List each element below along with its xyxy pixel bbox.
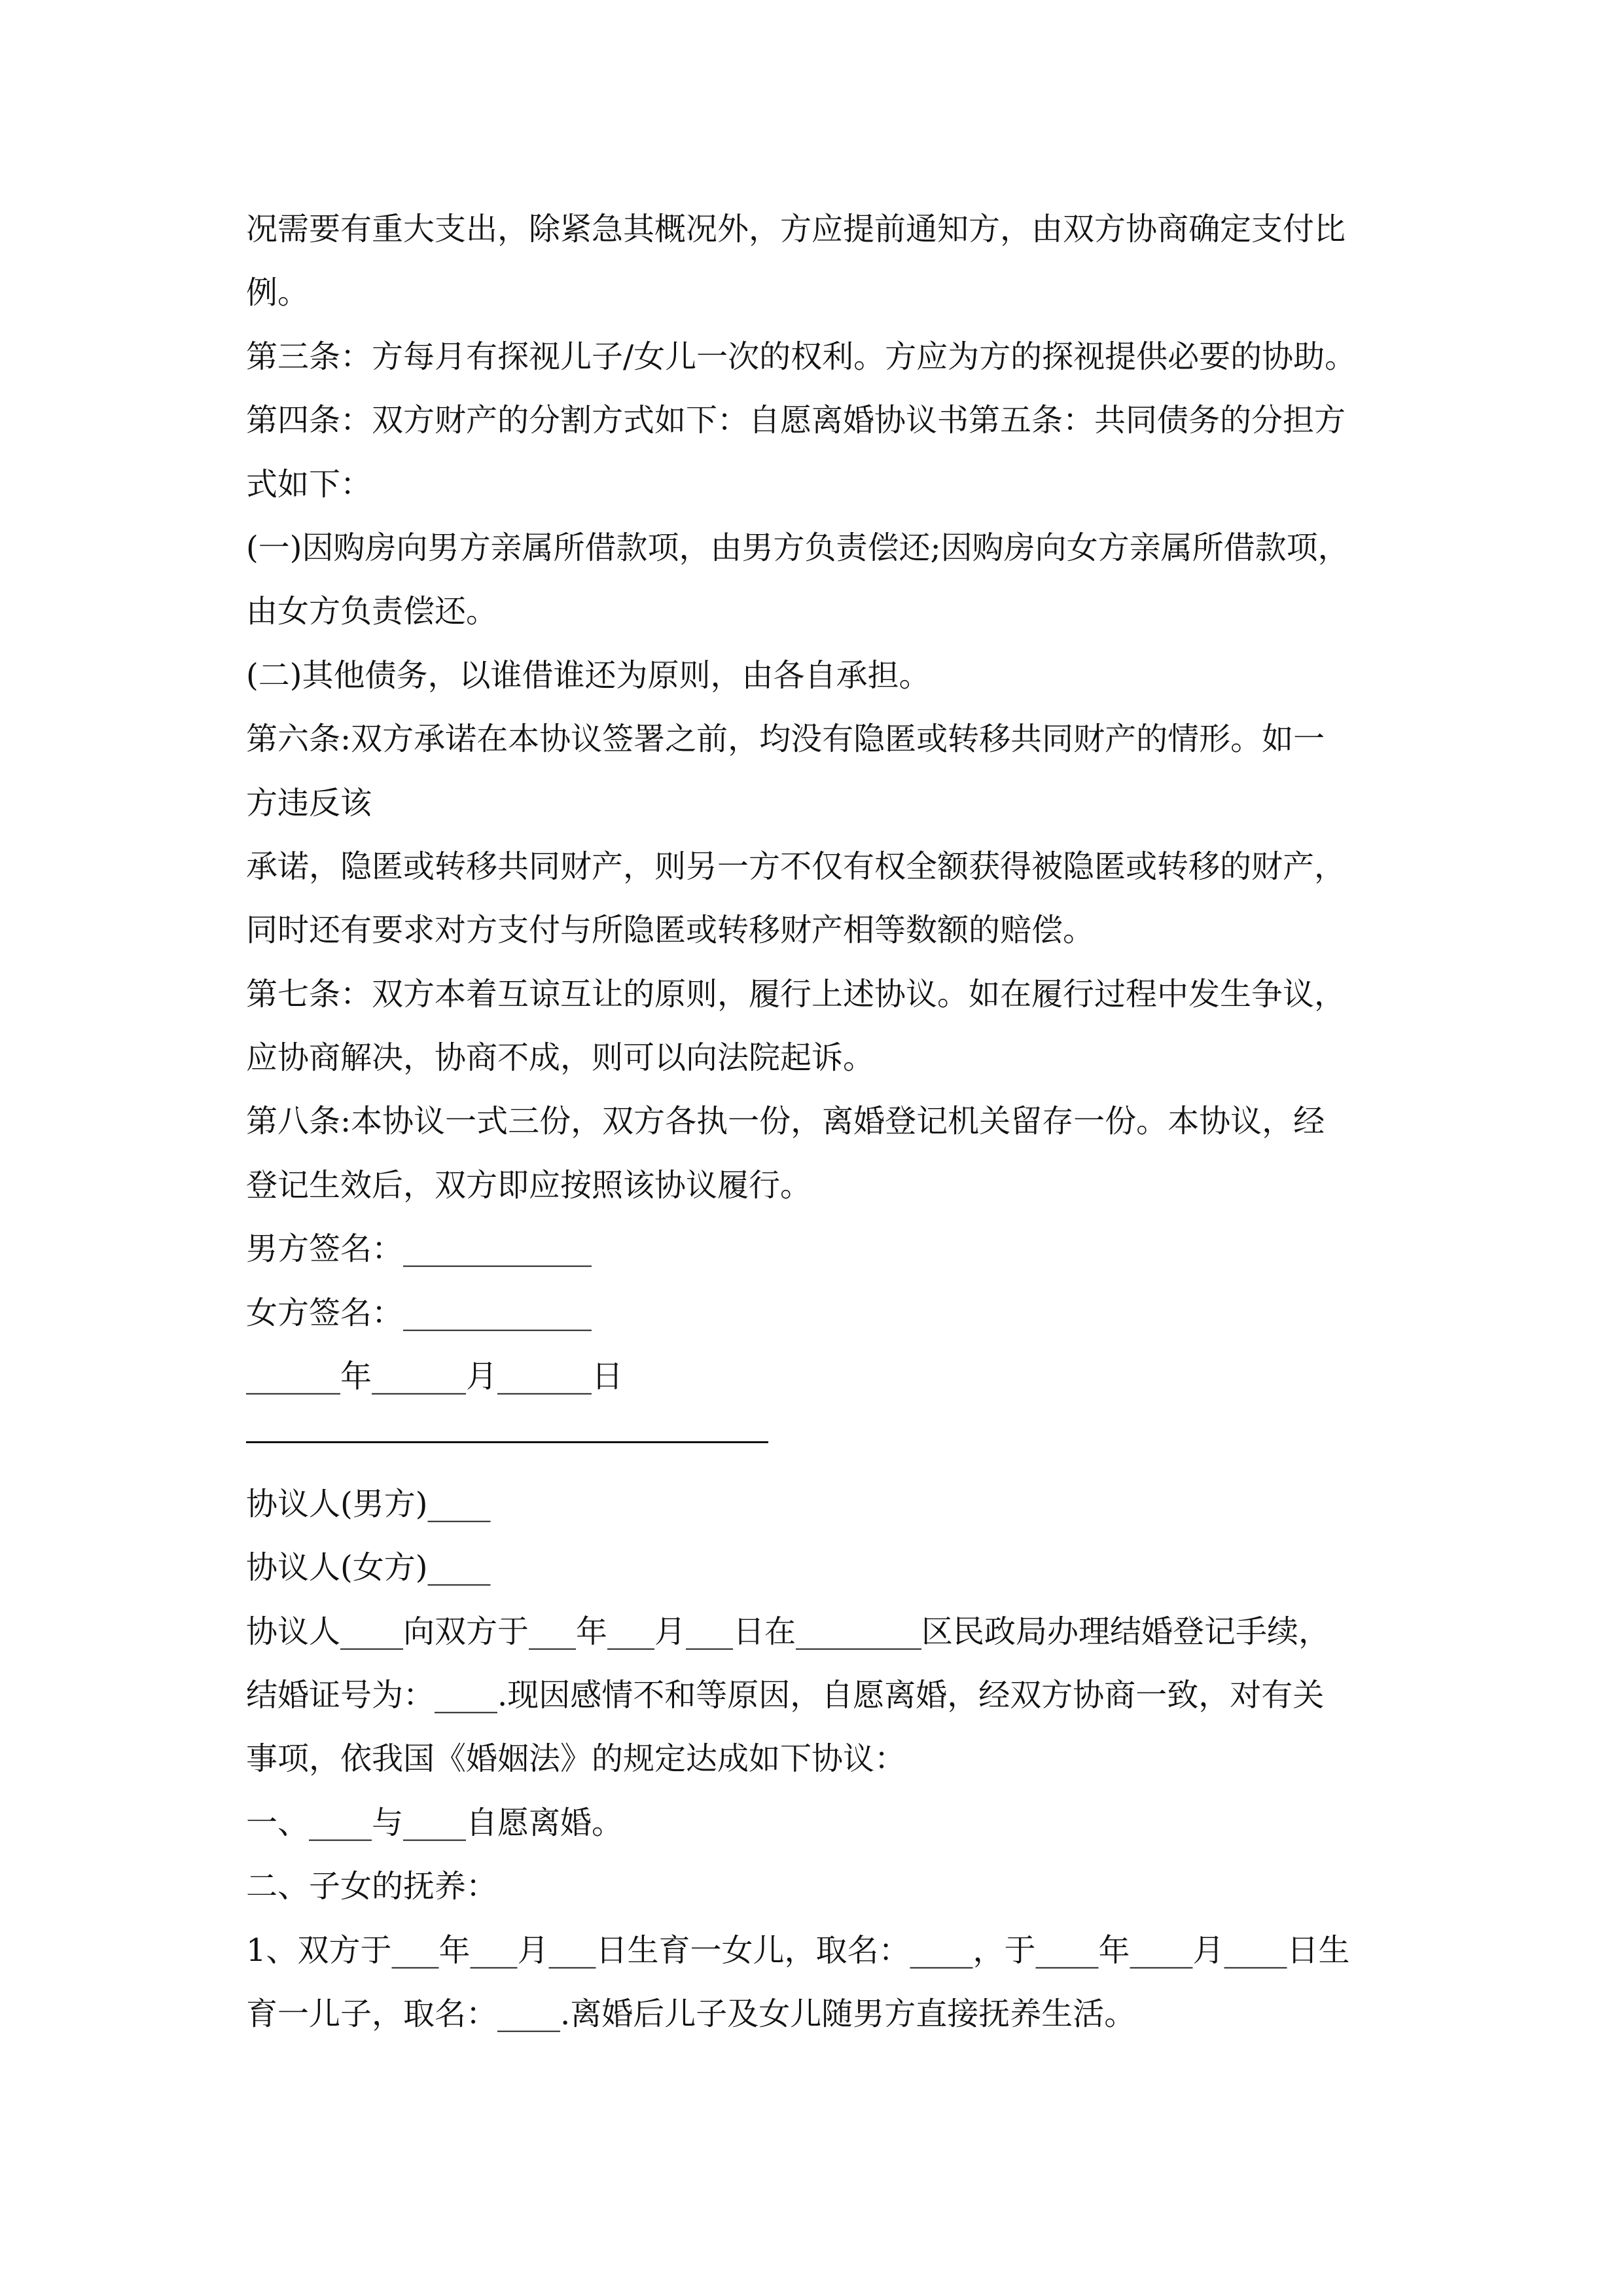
text-line: 第六条:双方承诺在本协议签署之前，均没有隐匿或转移共同财产的情形。如一 (246, 721, 1325, 758)
female-signature-line: 女方签名：____________ (246, 1294, 592, 1331)
text-line: 结婚证号为：____.现因感情不和等原因，自愿离婚，经双方协商一致，对有关 (246, 1676, 1325, 1713)
text-line: 第四条：双方财产的分割方式如下：自愿离婚协议书第五条：共同债务的分担方 (246, 402, 1346, 439)
text-line: 由女方负责偿还。 (246, 593, 498, 630)
section-divider (246, 1408, 1398, 1472)
text-line: 协议人(男方)____ (246, 1485, 491, 1522)
text-line: 第七条：双方本着互谅互让的原则，履行上述协议。如在履行过程中发生争议， (246, 975, 1346, 1013)
text-line: 协议人____向双方于___年___月___日在________区民政局办理结婚登记手续， (246, 1613, 1330, 1650)
divider-rule (246, 1441, 768, 1443)
text-line: 事项，依我国《婚姻法》的规定达成如下协议： (246, 1740, 906, 1778)
text-line: 第八条:本协议一式三份，双方各执一份，离婚登记机关留存一份。本协议，经 (246, 1103, 1325, 1140)
text-line: 第三条：方每月有探视儿子/女儿一次的权利。方应为方的探视提供必要的协助。 (246, 338, 1357, 375)
text-line: 二、子女的抚养： (246, 1868, 498, 1905)
text-line: (一)因购房向男方亲属所借款项，由男方负责偿还;因购房向女方亲属所借款项， (246, 529, 1349, 566)
text-line: 承诺，隐匿或转移共同财产，则另一方不仅有权全额获得被隐匿或转移的财产， (246, 848, 1346, 885)
text-line: 同时还有要求对方支付与所隐匿或转移财产相等数额的赔偿。 (246, 912, 1095, 949)
text-line: 一、____与____自愿离婚。 (246, 1804, 624, 1841)
text-line: 应协商解决，协商不成，则可以向法院起诉。 (246, 1039, 875, 1077)
date-line: ______年______月______日 (246, 1358, 624, 1395)
text-line: 登记生效后，双方即应按照该协议履行。 (246, 1166, 812, 1204)
text-line: 例。 (246, 274, 310, 312)
text-line: 协议人(女方)____ (246, 1549, 491, 1587)
text-line: (二)其他债务，以谁借谁还为原则，由各自承担。 (246, 656, 931, 694)
text-line: 育一儿子，取名：____.离婚后儿子及女儿随男方直接抚养生活。 (246, 1995, 1136, 2032)
text-line: 方违反该 (246, 784, 372, 821)
text-line: 况需要有重大支出，除紧急其概况外，方应提前通知方，由双方协商确定支付比 (246, 211, 1346, 247)
text-line: 1、双方于___年___月___日生育一女儿，取名：____，于____年____月____日生 (246, 1931, 1350, 1969)
male-signature-line: 男方签名：____________ (246, 1230, 592, 1268)
text-line: 式如下： (246, 465, 372, 503)
document-page (246, 198, 1398, 2046)
